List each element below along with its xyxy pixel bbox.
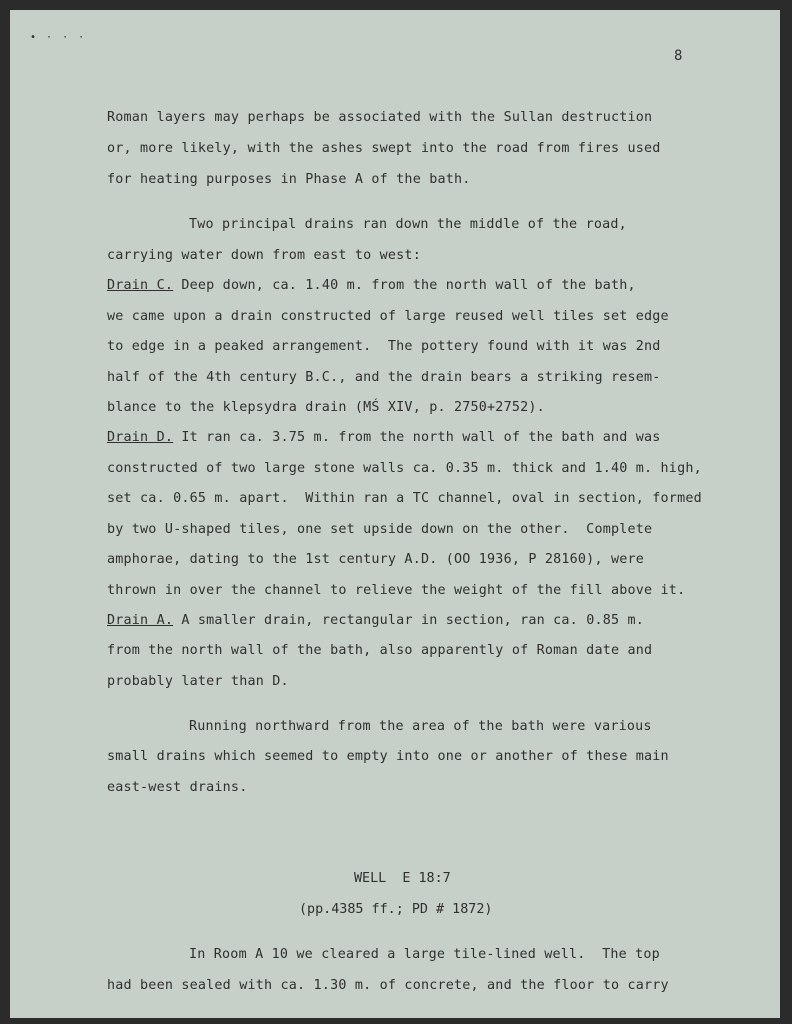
- text-line: half of the 4th century B.C., and the drain bears a striking resem-: [107, 370, 661, 385]
- text-line: by two U-shaped tiles, one set upside down on the other. Complete: [107, 522, 653, 537]
- text-line: blance to the klepsydra drain (MŚ XIV, p. 2750+2752).: [107, 400, 545, 415]
- text-line: It ran ca. 3.75 m. from the north wall of the bath and was: [173, 430, 661, 445]
- text-line: for heating purposes in Phase A of the bath.: [107, 172, 471, 187]
- text-line: A smaller drain, rectangular in section, ran ca. 0.85 m.: [173, 613, 645, 628]
- text-line: amphorae, dating to the 1st century A.D. (OO 1936, P 28160), were: [107, 552, 645, 567]
- section-subtitle: (pp.4385 ff.; PD # 1872): [299, 902, 493, 917]
- section-title: WELL E 18:7: [354, 871, 451, 886]
- text-line: had been sealed with ca. 1.30 m. of concrete, and the floor to carry: [107, 978, 669, 993]
- page-number: 8: [674, 48, 683, 64]
- text-line: east-west drains.: [107, 780, 248, 795]
- drain-d-paragraph: [107, 430, 661, 445]
- drain-c-heading: Drain C.: [107, 278, 174, 293]
- text-line: Deep down, ca. 1.40 m. from the north wall of the bath,: [173, 278, 636, 293]
- text-line: Roman layers may perhaps be associated with the Sullan destruction: [107, 110, 653, 125]
- text-line: set ca. 0.65 m. apart. Within ran a TC channel, oval in section, formed: [107, 491, 702, 506]
- text-line: from the north wall of the bath, also apparently of Roman date and: [107, 643, 653, 658]
- document-page: [10, 10, 780, 1018]
- corner-marks: • · · ·: [30, 32, 87, 43]
- text-line: In Room A 10 we cleared a large tile-lined well. The top: [189, 947, 660, 962]
- text-line: carrying water down from east to west:: [107, 248, 421, 263]
- text-line: Two principal drains ran down the middle of the road,: [189, 217, 627, 232]
- drain-a-heading: Drain A.: [107, 613, 174, 628]
- text-line: small drains which seemed to empty into one or another of these main: [107, 749, 669, 764]
- text-line: we came upon a drain constructed of large reused well tiles set edge: [107, 309, 669, 324]
- drain-a-paragraph: [107, 613, 644, 628]
- text-line: thrown in over the channel to relieve the weight of the fill above it.: [107, 583, 686, 598]
- drain-d-heading: Drain D.: [107, 430, 174, 445]
- drain-c-paragraph: [107, 278, 636, 293]
- text-line: Running northward from the area of the bath were various: [189, 719, 652, 734]
- text-line: or, more likely, with the ashes swept into the road from fires used: [107, 141, 661, 156]
- text-line: constructed of two large stone walls ca. 0.35 m. thick and 1.40 m. high,: [107, 461, 702, 476]
- text-line: probably later than D.: [107, 674, 289, 689]
- text-line: to edge in a peaked arrangement. The pottery found with it was 2nd: [107, 339, 661, 354]
